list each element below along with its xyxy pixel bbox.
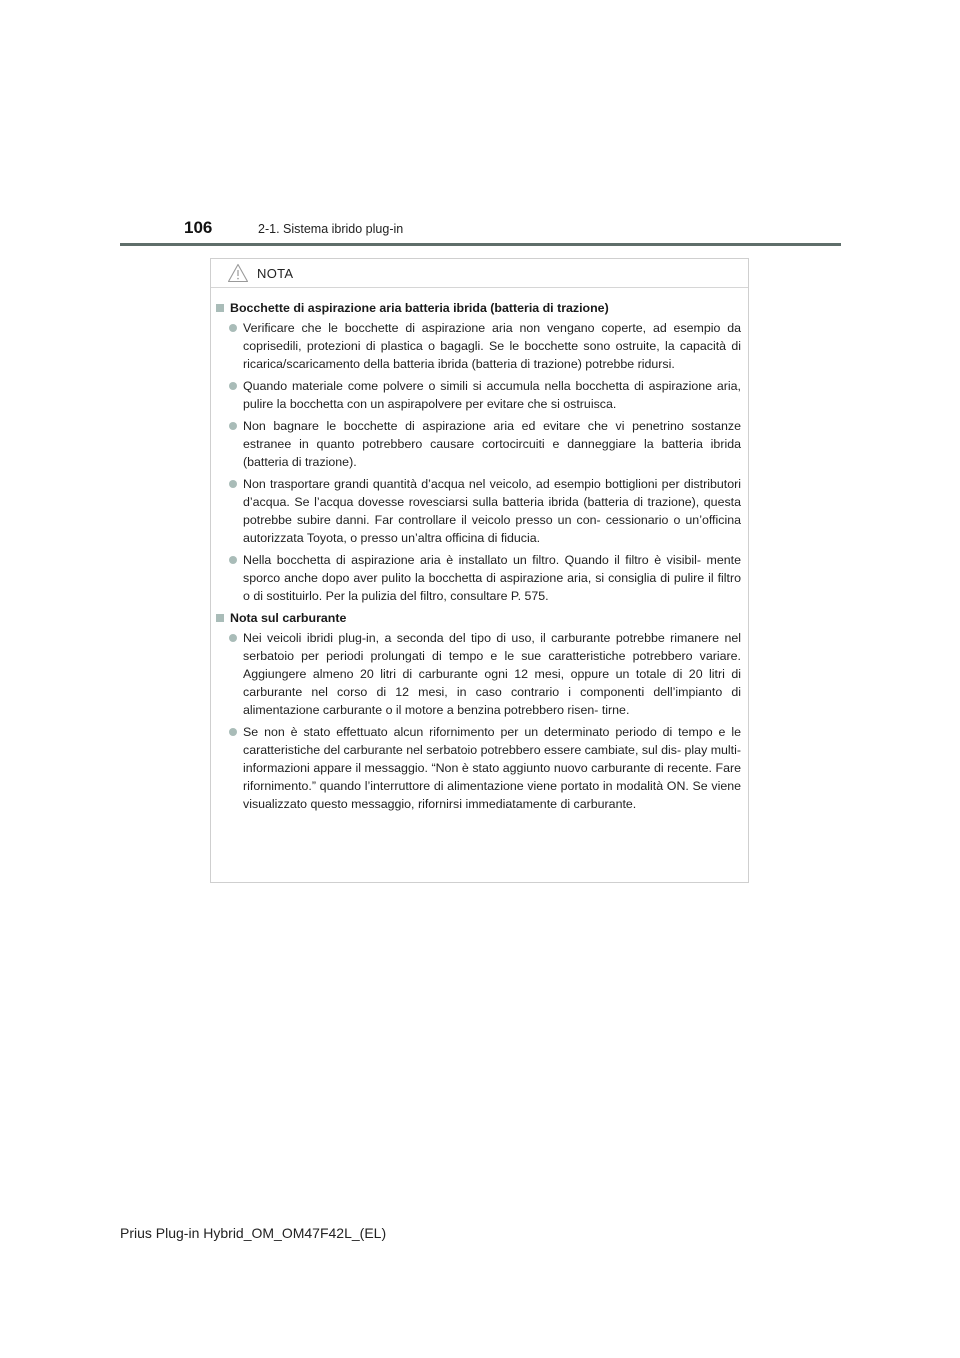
dot-bullet-icon — [229, 556, 237, 564]
dot-bullet-icon — [229, 634, 237, 642]
list-item — [229, 723, 741, 813]
section-heading-text: Nota sul carburante — [230, 611, 347, 625]
list-item — [229, 319, 741, 373]
warning-triangle-icon — [227, 263, 249, 283]
square-bullet-icon — [216, 614, 224, 622]
note-header — [211, 259, 748, 288]
section-heading — [216, 299, 741, 317]
header-rule — [120, 243, 841, 246]
note-body — [211, 288, 748, 813]
list-item — [229, 377, 741, 413]
section-battery-vents — [216, 299, 741, 605]
list-item — [229, 475, 741, 547]
list-item-text: Non trasportare grandi quantità d’acqua nel veicolo, ad esempio bottiglioni per distributori d’acqua. Se l’acqua dovesse rovesciarsi sulla batteria ibrida (batteria di trazione), questa potrebbe subire danni. Far controllare il veicolo presso un con- cessionario o un’officina autorizzata Toyota, o presso un’altra officina di fiducia. — [243, 477, 741, 545]
list-item — [229, 551, 741, 605]
page-number: 106 — [184, 218, 213, 237]
list-item-text: Se non è stato effettuato alcun rifornimento per un determinato periodo di tempo e le caratteristiche del carburante nel serbatoio potrebbero essere cambiate, sul dis- play multi-informazioni appare il messaggio. “Non è stato aggiunto nuovo carburante di recente. Fare rifornimento.” quando l’interruttore di alimentazione viene portato in modalità ON. Se viene visualizzato questo messaggio, rifornirsi immediatamente di carburante. — [243, 725, 741, 811]
section-heading — [216, 609, 741, 627]
note-box — [210, 258, 749, 883]
section-heading-text: Bocchette di aspirazione aria batteria ibrida (batteria di trazione) — [230, 301, 609, 315]
dot-bullet-icon — [229, 480, 237, 488]
list-item-text: Verificare che le bocchette di aspirazione aria non vengano coperte, ad esempio da coprisedili, protezioni di plastica o bagagli. Se le bocchette sono ostruite, la capacità di ricarica/scaricamento della batteria ibrida (batteria di trazione) potrebbe ridursi. — [243, 321, 741, 371]
section-fuel-note — [216, 609, 741, 813]
list-item-text: Nella bocchetta di aspirazione aria è installato un filtro. Quando il filtro è visibil- mente sporco anche dopo aver pulito la bocchetta di aspirazione aria, si consiglia di pulire il filtro o di sostituirlo. Per la pulizia del filtro, consultare P. 575. — [243, 553, 741, 603]
list-item-text: Nei veicoli ibridi plug-in, a seconda del tipo di uso, il carburante potrebbe rimanere nel serbatoio per periodi prolungati di tempo e le sue caratteristiche potrebbero variare. Aggiungere almeno 20 litri di carburante ogni 12 mesi, oppure un totale di 20 litri di carburante nel corso di 12 mesi, in caso contrario i componenti dell’impianto di alimentazione carburante o il motore a benzina potrebbero risen- tirne. — [243, 631, 741, 717]
dot-bullet-icon — [229, 422, 237, 430]
dot-bullet-icon — [229, 382, 237, 390]
dot-bullet-icon — [229, 324, 237, 332]
dot-bullet-icon — [229, 728, 237, 736]
section-title: 2-1. Sistema ibrido plug-in — [258, 222, 404, 236]
note-label: NOTA — [257, 265, 294, 281]
list-item-text: Quando materiale come polvere o simili si accumula nella bocchetta di aspirazione aria, pulire la bocchetta con un aspirapolvere per evitare che si ostruisca. — [243, 379, 741, 411]
list-item — [229, 417, 741, 471]
list-item-text: Non bagnare le bocchette di aspirazione aria ed evitare che vi penetrino sostanze estranee in quanto potrebbero causare cortocircuiti e danneggiare la batteria ibrida (batteria di trazione). — [243, 419, 741, 469]
footer-document-id: Prius Plug-in Hybrid_OM_OM47F42L_(EL) — [120, 1225, 387, 1241]
list-item — [229, 629, 741, 719]
square-bullet-icon — [216, 304, 224, 312]
